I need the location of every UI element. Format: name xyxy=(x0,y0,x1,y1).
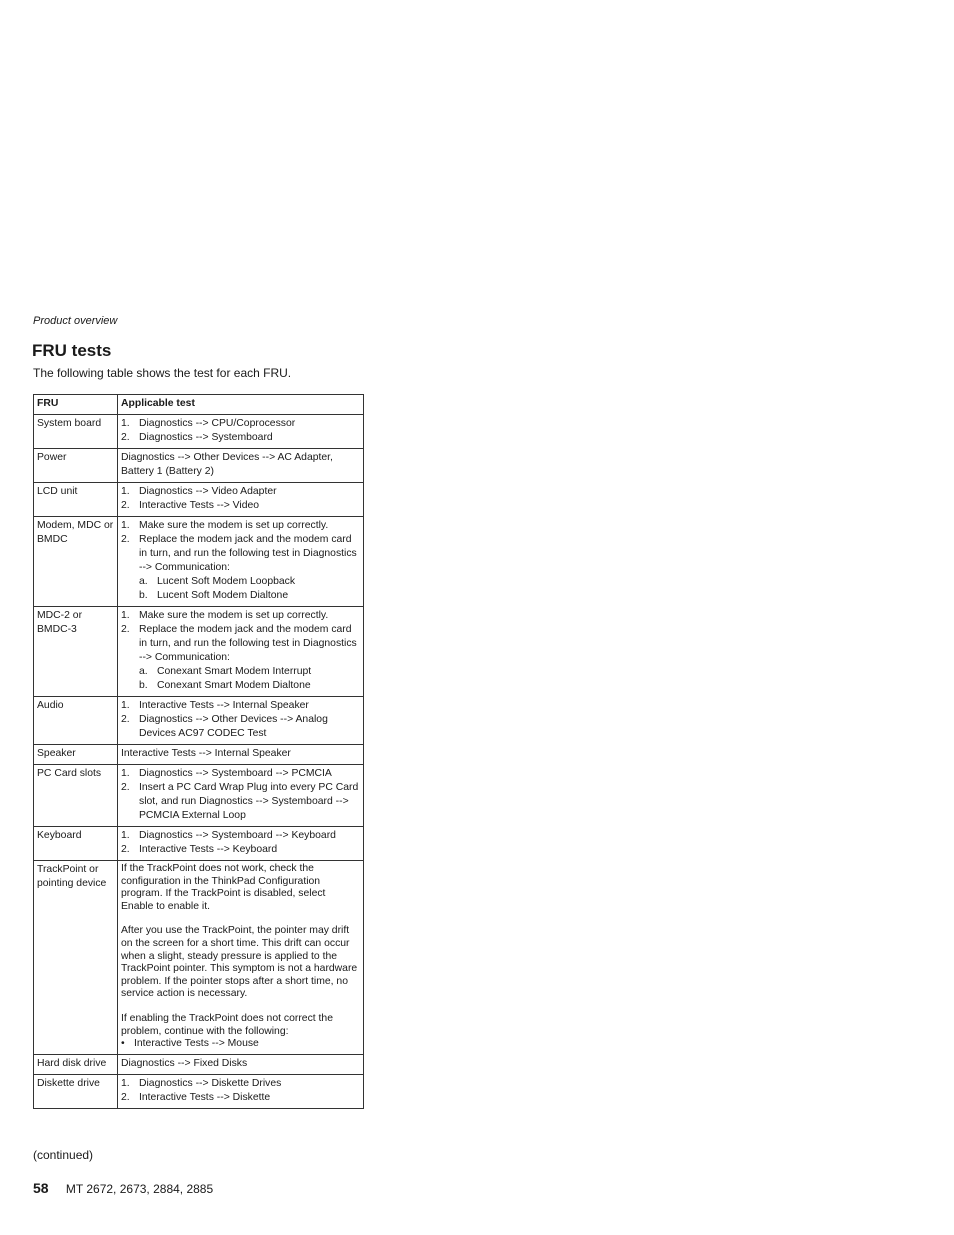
continued-note: (continued) xyxy=(33,1148,94,1162)
table-row xyxy=(34,1074,364,1108)
item-number: 1. xyxy=(121,418,130,429)
fru-name: Speaker xyxy=(34,745,118,765)
sub-list-item xyxy=(139,589,360,603)
test-cell xyxy=(118,827,364,861)
page-number: 58 xyxy=(33,1180,49,1196)
test-cell xyxy=(118,765,364,827)
item-text: Make sure the modem is set up correctly. xyxy=(139,610,329,621)
item-number: 2. xyxy=(121,534,130,545)
fru-name: Diskette drive xyxy=(34,1074,118,1108)
paragraph: After you use the TrackPoint, the pointer may drift on the screen for a short time. This drift can occur when a slight, steady pressure is applied to the TrackPoint pointer. This symptom is not a hardware problem. If the pointer stops after a short time, no service action is necessary. xyxy=(121,925,358,1000)
sub-list-item xyxy=(139,665,360,679)
section-title: FRU tests xyxy=(32,341,112,360)
test-cell xyxy=(118,1074,364,1108)
item-text: Diagnostics --> Systemboard xyxy=(139,432,273,443)
item-number: 1. xyxy=(121,830,130,841)
paragraph: If the TrackPoint does not work, check the configuration in the ThinkPad Configuration program. If the TrackPoint is disabled, select Enable to enable it. xyxy=(121,863,326,912)
list-item xyxy=(121,1091,360,1105)
item-text: Interactive Tests --> Diskette xyxy=(139,1091,271,1103)
table-row xyxy=(34,517,364,607)
list-item xyxy=(121,713,360,741)
item-text: Replace the modem jack and the modem card in turn, and run the following test in Diagnostics --> Communication: xyxy=(139,624,357,663)
item-number: 2. xyxy=(121,432,130,443)
fru-name: System board xyxy=(34,415,118,449)
table-row xyxy=(34,765,364,827)
item-text: Conexant Smart Modem Dialtone xyxy=(157,680,311,691)
list-item xyxy=(121,431,360,445)
table-header-row xyxy=(34,395,364,415)
list-item xyxy=(121,623,360,665)
intro-text: The following table shows the test for each FRU. xyxy=(33,366,292,380)
fru-name: TrackPoint or pointing device xyxy=(34,861,118,1055)
item-number: 2. xyxy=(121,714,130,725)
page-footer xyxy=(33,1180,213,1196)
item-text: Conexant Smart Modem Interrupt xyxy=(157,666,312,677)
list-item xyxy=(121,767,360,781)
table-row xyxy=(34,1054,364,1074)
item-text: Insert a PC Card Wrap Plug into every PC Card slot, and run Diagnostics --> Systemboard --> PCMCIA External Loop xyxy=(139,782,359,821)
footer-text: MT 2672, 2673, 2884, 2885 xyxy=(65,1182,214,1196)
list-item xyxy=(121,499,360,513)
item-letter: a. xyxy=(139,576,148,587)
table-row xyxy=(34,415,364,449)
fru-name: Hard disk drive xyxy=(34,1054,118,1074)
test-cell xyxy=(118,517,364,607)
list-item xyxy=(121,485,360,499)
item-text: Diagnostics --> Systemboard --> PCMCIA xyxy=(139,768,332,779)
item-text: Diagnostics --> Diskette Drives xyxy=(139,1077,282,1089)
fru-name: Keyboard xyxy=(34,827,118,861)
table-row xyxy=(34,697,364,745)
test-cell xyxy=(118,697,364,745)
fru-name: Power xyxy=(34,449,118,483)
item-letter: b. xyxy=(139,590,148,601)
item-number: 1. xyxy=(121,700,130,711)
list-item xyxy=(121,609,360,623)
list-item xyxy=(121,781,360,823)
item-letter: a. xyxy=(139,666,148,677)
table-row xyxy=(34,483,364,517)
item-number: 1. xyxy=(121,1077,130,1089)
item-letter: b. xyxy=(139,680,148,691)
item-text: Replace the modem jack and the modem card in turn, and run the following test in Diagnostics --> Communication: xyxy=(139,534,357,573)
item-text: Interactive Tests --> Video xyxy=(139,500,260,511)
item-text: Interactive Tests --> Mouse xyxy=(134,1038,259,1050)
item-text: Diagnostics --> Video Adapter xyxy=(139,486,277,497)
item-text: Diagnostics --> Systemboard --> Keyboard xyxy=(139,830,336,841)
sub-list-item xyxy=(139,575,360,589)
list-item xyxy=(121,519,360,533)
test-cell: Interactive Tests --> Internal Speaker xyxy=(118,745,364,765)
item-text: Diagnostics --> CPU/Coprocessor xyxy=(139,418,296,429)
column-header-fru: FRU xyxy=(34,395,118,415)
fru-name: MDC-2 or BMDC-3 xyxy=(34,607,118,697)
item-text: Make sure the modem is set up correctly. xyxy=(139,520,329,531)
table-row xyxy=(34,861,364,1055)
item-number: 2. xyxy=(121,624,130,635)
item-number: 2. xyxy=(121,1091,130,1103)
fru-tests-table xyxy=(33,394,364,1109)
test-cell: Diagnostics --> Fixed Disks xyxy=(118,1054,364,1074)
list-item xyxy=(121,699,360,713)
item-number: 2. xyxy=(121,782,130,793)
bullet-item xyxy=(121,1038,360,1051)
paragraph: If enabling the TrackPoint does not correct the problem, continue with the following: xyxy=(121,1012,333,1037)
item-text: Lucent Soft Modem Loopback xyxy=(157,576,296,587)
test-cell xyxy=(118,415,364,449)
fru-name: PC Card slots xyxy=(34,765,118,827)
list-item xyxy=(121,829,360,843)
list-item xyxy=(121,417,360,431)
test-cell xyxy=(118,607,364,697)
table-row xyxy=(34,449,364,483)
list-item xyxy=(121,843,360,857)
item-number: 1. xyxy=(121,520,130,531)
table-row xyxy=(34,827,364,861)
table-row xyxy=(34,607,364,697)
list-item xyxy=(121,533,360,575)
item-text: Interactive Tests --> Keyboard xyxy=(139,844,278,855)
bullet-mark: • xyxy=(121,1038,125,1050)
item-text: Lucent Soft Modem Dialtone xyxy=(157,590,289,601)
item-number: 1. xyxy=(121,610,130,621)
item-number: 2. xyxy=(121,844,130,855)
item-number: 1. xyxy=(121,486,130,497)
column-header-test: Applicable test xyxy=(118,395,364,415)
test-cell xyxy=(118,483,364,517)
list-item xyxy=(121,1077,360,1091)
item-text: Interactive Tests --> Internal Speaker xyxy=(139,700,309,711)
test-cell: Diagnostics --> Other Devices --> AC Adapter, Battery 1 (Battery 2) xyxy=(118,449,364,483)
test-cell xyxy=(118,861,364,1055)
item-text: Diagnostics --> Other Devices --> Analog Devices AC97 CODEC Test xyxy=(139,714,328,739)
fru-name: Audio xyxy=(34,697,118,745)
running-header: Product overview xyxy=(33,315,118,327)
table-row xyxy=(34,745,364,765)
sub-list-item xyxy=(139,679,360,693)
fru-name: Modem, MDC or BMDC xyxy=(34,517,118,607)
item-number: 1. xyxy=(121,768,130,779)
fru-name: LCD unit xyxy=(34,483,118,517)
item-number: 2. xyxy=(121,500,130,511)
